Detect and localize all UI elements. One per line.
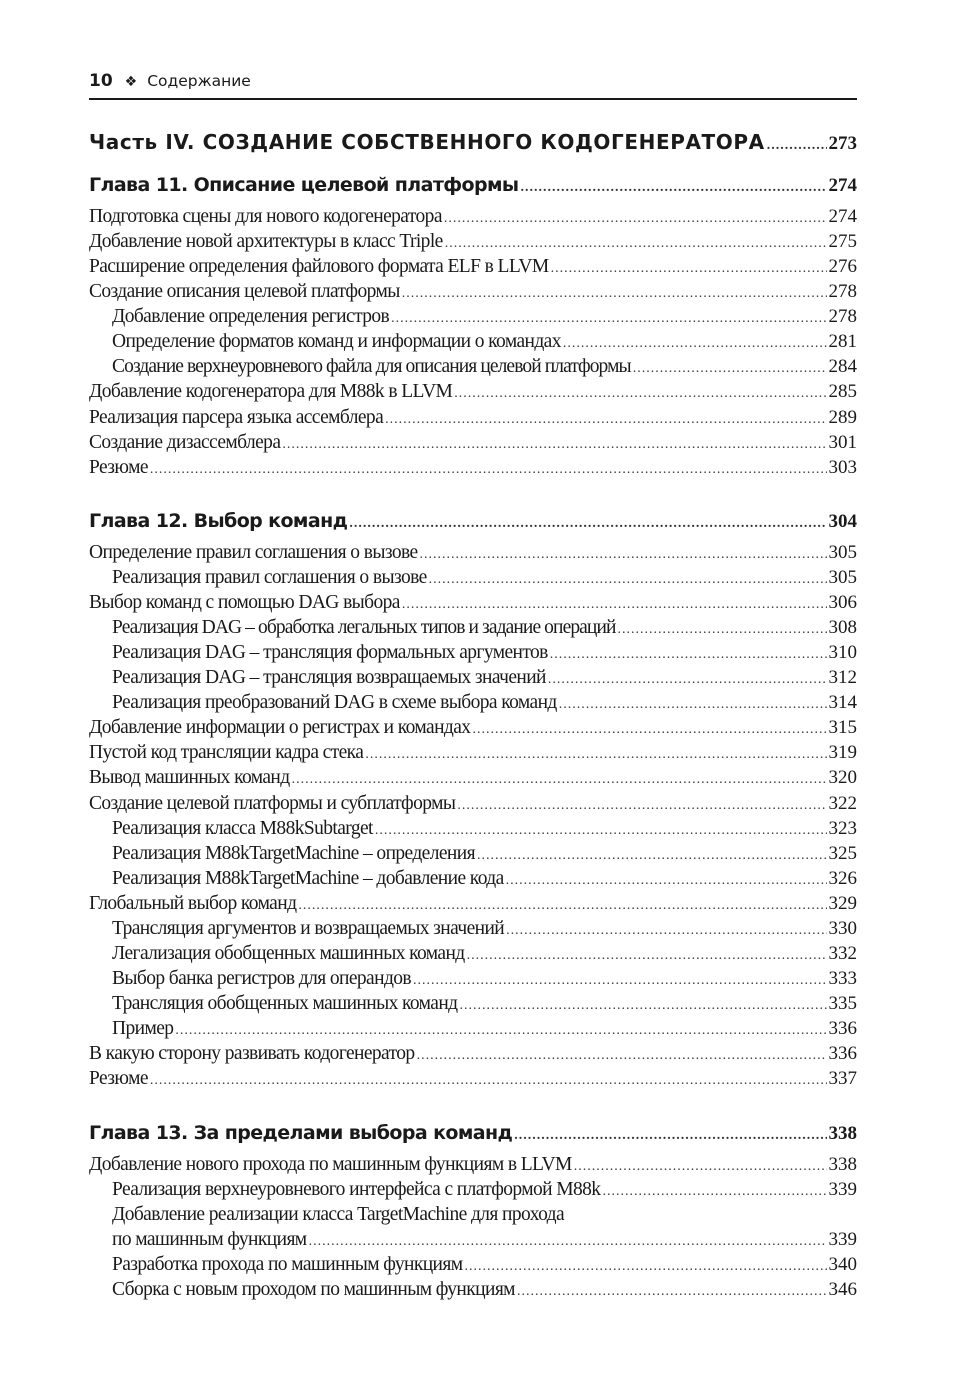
chapter-title: Глава 13. За пределами выбора команд bbox=[89, 1122, 513, 1144]
entry-title: Глобальный выбор команд bbox=[89, 893, 297, 914]
leader-dots bbox=[550, 647, 827, 663]
page-ref: 329 bbox=[828, 893, 857, 914]
ornament-icon: ❖ bbox=[124, 74, 138, 90]
chapter-title: Глава 12. Выбор команд bbox=[89, 510, 348, 532]
toc-entry[interactable] bbox=[89, 381, 857, 406]
leader-dots bbox=[375, 823, 827, 839]
toc-subentry[interactable] bbox=[112, 356, 857, 381]
entry-title: Добавление кодогенератора для M88k в LLVM bbox=[89, 381, 453, 402]
page-ref: 326 bbox=[828, 868, 857, 889]
entry-title: Реализация DAG – обработка легальных типов и задание операций bbox=[112, 617, 616, 638]
leader-dots bbox=[467, 948, 827, 964]
leader-dots bbox=[402, 597, 827, 613]
page-ref: 338 bbox=[828, 1123, 857, 1144]
page-ref: 274 bbox=[828, 175, 857, 196]
toc-entry[interactable] bbox=[89, 256, 857, 281]
toc-subentry[interactable] bbox=[112, 1179, 857, 1204]
page-ref: 339 bbox=[828, 1179, 857, 1200]
leader-dots bbox=[767, 138, 827, 154]
page-ref: 339 bbox=[828, 1229, 857, 1250]
page-ref: 278 bbox=[828, 281, 857, 302]
toc-subentry[interactable] bbox=[112, 868, 857, 893]
toc-entry[interactable] bbox=[89, 206, 857, 231]
toc-entry[interactable] bbox=[89, 281, 857, 306]
toc-entry[interactable] bbox=[89, 1043, 857, 1068]
entry-title: Расширение определения файлового формата ELF в LLVM bbox=[89, 256, 549, 277]
toc-entry[interactable] bbox=[89, 592, 857, 617]
leader-dots bbox=[175, 1023, 826, 1039]
toc-entry[interactable] bbox=[89, 1154, 857, 1179]
entry-title: Создание описания целевой платформы bbox=[89, 281, 400, 302]
entry-title: Реализация DAG – трансляция формальных аргументов bbox=[112, 642, 548, 663]
entry-title: Легализация обобщенных машинных команд bbox=[112, 943, 465, 964]
toc-subentry[interactable] bbox=[112, 918, 857, 943]
toc-subentry[interactable] bbox=[112, 692, 857, 717]
toc-entry[interactable] bbox=[89, 767, 857, 792]
page-ref: 312 bbox=[828, 667, 857, 688]
leader-dots bbox=[563, 336, 827, 352]
page-ref: 273 bbox=[828, 133, 857, 154]
leader-dots bbox=[457, 798, 826, 814]
entry-title: Реализация верхнеуровневого интерфейса с платформой M88k bbox=[112, 1179, 601, 1200]
toc-subentry[interactable] bbox=[112, 993, 857, 1018]
page-ref: 305 bbox=[828, 567, 857, 588]
page-ref: 289 bbox=[828, 407, 857, 428]
toc-chapter[interactable] bbox=[89, 510, 857, 533]
entry-title: Реализация класса M88kSubtarget bbox=[112, 818, 373, 839]
leader-dots bbox=[365, 747, 826, 763]
toc-entry[interactable] bbox=[89, 542, 857, 567]
leader-dots bbox=[445, 236, 827, 252]
page-ref: 320 bbox=[828, 767, 857, 788]
toc-subentry[interactable] bbox=[112, 567, 857, 592]
toc-subentry[interactable] bbox=[112, 1229, 857, 1254]
entry-title: Выбор команд с помощью DAG выбора bbox=[89, 592, 400, 613]
leader-dots bbox=[385, 412, 826, 428]
leader-dots bbox=[454, 386, 826, 402]
page-ref: 333 bbox=[828, 968, 857, 989]
leader-dots bbox=[391, 311, 826, 327]
page-ref: 304 bbox=[828, 511, 857, 532]
entry-title: Добавление информации о регистрах и командах bbox=[89, 717, 471, 738]
entry-title: Пример bbox=[112, 1018, 174, 1039]
page-ref: 285 bbox=[828, 381, 857, 402]
toc-subentry[interactable] bbox=[112, 1279, 857, 1304]
toc-subentry[interactable] bbox=[112, 642, 857, 667]
leader-dots bbox=[349, 516, 826, 532]
entry-title: Добавление нового прохода по машинным функциям в LLVM bbox=[89, 1154, 572, 1175]
leader-dots bbox=[618, 622, 827, 638]
leader-dots bbox=[506, 923, 826, 939]
entry-title: Определение форматов команд и информации о командах bbox=[112, 331, 561, 352]
entry-title: Добавление новой архитектуры в класс Triple bbox=[89, 231, 443, 252]
page-ref: 315 bbox=[828, 717, 857, 738]
entry-title: Создание верхнеуровневого файла для описания целевой платформы bbox=[112, 356, 631, 377]
page-ref: 308 bbox=[828, 617, 857, 638]
leader-dots bbox=[459, 998, 826, 1014]
page-ref: 346 bbox=[828, 1279, 857, 1300]
leader-dots bbox=[413, 973, 826, 989]
header-rule bbox=[89, 98, 857, 100]
toc-entry[interactable] bbox=[89, 1068, 857, 1093]
page-ref: 278 bbox=[828, 306, 857, 327]
entry-title: по машинным функциям bbox=[112, 1229, 307, 1250]
leader-dots bbox=[282, 437, 826, 453]
leader-dots bbox=[150, 1073, 827, 1089]
leader-dots bbox=[559, 697, 827, 713]
toc-entry[interactable] bbox=[89, 893, 857, 918]
page-ref: 305 bbox=[828, 542, 857, 563]
toc-subentry[interactable] bbox=[112, 1254, 857, 1279]
page-ref: 336 bbox=[828, 1043, 857, 1064]
toc-entry[interactable] bbox=[89, 793, 857, 818]
entry-title: Реализация M88kTargetMachine – определения bbox=[112, 843, 475, 864]
entry-title: Трансляция обобщенных машинных команд bbox=[112, 993, 458, 1014]
entry-title: Определение правил соглашения о вызове bbox=[89, 542, 418, 563]
leader-dots bbox=[417, 1048, 827, 1064]
page-ref: 310 bbox=[828, 642, 857, 663]
toc-entry[interactable] bbox=[89, 407, 857, 432]
entry-title: Создание дизассемблера bbox=[89, 432, 281, 453]
page-ref: 281 bbox=[828, 331, 857, 352]
leader-dots bbox=[429, 572, 827, 588]
page-ref: 322 bbox=[828, 793, 857, 814]
leader-dots bbox=[477, 848, 827, 864]
leader-dots bbox=[517, 1284, 827, 1300]
toc-subentry[interactable] bbox=[112, 617, 857, 642]
page-ref: 306 bbox=[828, 592, 857, 613]
toc-subentry[interactable] bbox=[112, 1018, 857, 1043]
toc-subentry-line1[interactable]: Добавление реализации класса TargetMachine для прохода bbox=[112, 1204, 565, 1225]
leader-dots bbox=[402, 286, 827, 302]
page-ref: 332 bbox=[828, 943, 857, 964]
page-ref: 301 bbox=[828, 432, 857, 453]
entry-title: Разработка прохода по машинным функциям bbox=[112, 1254, 463, 1275]
page-ref: 314 bbox=[828, 692, 857, 713]
toc-chapter[interactable] bbox=[89, 1122, 857, 1145]
toc-subentry[interactable] bbox=[112, 306, 857, 331]
toc-chapter[interactable] bbox=[89, 174, 857, 197]
entry-title: Реализация парсера языка ассемблера bbox=[89, 407, 384, 428]
page-ref: 303 bbox=[828, 457, 857, 478]
toc-entry[interactable] bbox=[89, 717, 857, 742]
leader-dots bbox=[520, 180, 826, 196]
page-number: 10 bbox=[89, 71, 113, 91]
leader-dots bbox=[292, 772, 827, 788]
leader-dots bbox=[465, 1259, 827, 1275]
leader-dots bbox=[309, 1234, 827, 1250]
leader-dots bbox=[602, 1184, 826, 1200]
leader-dots bbox=[551, 261, 827, 277]
toc-subentry[interactable] bbox=[112, 818, 857, 843]
leader-dots bbox=[548, 672, 827, 688]
entry-title: Добавление определения регистров bbox=[112, 306, 390, 327]
page-ref: 275 bbox=[828, 231, 857, 252]
toc-subentry[interactable] bbox=[112, 943, 857, 968]
entry-title: Сборка с новым проходом по машинным функциям bbox=[112, 1279, 515, 1300]
entry-title: Резюме bbox=[89, 457, 148, 478]
toc-subentry[interactable] bbox=[112, 968, 857, 993]
page-ref: 274 bbox=[828, 206, 857, 227]
toc-subentry[interactable] bbox=[112, 667, 857, 692]
running-head bbox=[89, 71, 857, 97]
page-ref: 276 bbox=[828, 256, 857, 277]
entry-title: Реализация преобразований DAG в схеме выбора команд bbox=[112, 692, 557, 713]
entry-title: Реализация M88kTargetMachine – добавление кода bbox=[112, 868, 504, 889]
page-ref: 325 bbox=[828, 843, 857, 864]
page-ref: 323 bbox=[828, 818, 857, 839]
leader-dots bbox=[298, 898, 826, 914]
leader-dots bbox=[150, 462, 827, 478]
toc-entry[interactable] bbox=[89, 457, 857, 482]
leader-dots bbox=[514, 1128, 826, 1144]
leader-dots bbox=[574, 1159, 827, 1175]
entry-title: Реализация DAG – трансляция возвращаемых значений bbox=[112, 667, 546, 688]
entry-title: Создание целевой платформы и субплатформы bbox=[89, 793, 456, 814]
entry-title: Подготовка сцены для нового кодогенератора bbox=[89, 206, 442, 227]
entry-title: Реализация правил соглашения о вызове bbox=[112, 567, 427, 588]
toc-entry[interactable] bbox=[89, 742, 857, 767]
page-ref: 338 bbox=[828, 1154, 857, 1175]
page-ref: 335 bbox=[828, 993, 857, 1014]
entry-title: Резюме bbox=[89, 1068, 148, 1089]
entry-title: В какую сторону развивать кодогенератор bbox=[89, 1043, 415, 1064]
part-title: Часть IV. СОЗДАНИЕ СОБСТВЕННОГО КОДОГЕНЕРАТОРА bbox=[89, 130, 765, 154]
leader-dots bbox=[420, 547, 827, 563]
entry-title: Вывод машинных команд bbox=[89, 767, 290, 788]
toc-entry[interactable] bbox=[89, 231, 857, 256]
page-ref: 330 bbox=[828, 918, 857, 939]
leader-dots bbox=[472, 722, 826, 738]
entry-title: Трансляция аргументов и возвращаемых значений bbox=[112, 918, 505, 939]
toc-subentry[interactable] bbox=[112, 843, 857, 868]
page-ref: 284 bbox=[828, 356, 857, 377]
leader-dots bbox=[506, 873, 827, 889]
leader-dots bbox=[444, 211, 827, 227]
page-ref: 319 bbox=[828, 742, 857, 763]
entry-title: Выбор банка регистров для операндов bbox=[112, 968, 412, 989]
entry-title: Пустой код трансляции кадра стека bbox=[89, 742, 364, 763]
leader-dots bbox=[633, 361, 827, 377]
toc-subentry[interactable] bbox=[112, 331, 857, 356]
toc-part[interactable] bbox=[89, 130, 857, 155]
page-ref: 337 bbox=[828, 1068, 857, 1089]
page-ref: 340 bbox=[828, 1254, 857, 1275]
toc-entry[interactable] bbox=[89, 432, 857, 457]
section-title: Содержание bbox=[147, 72, 251, 90]
page-ref: 336 bbox=[828, 1018, 857, 1039]
chapter-title: Глава 11. Описание целевой платформы bbox=[89, 174, 519, 196]
